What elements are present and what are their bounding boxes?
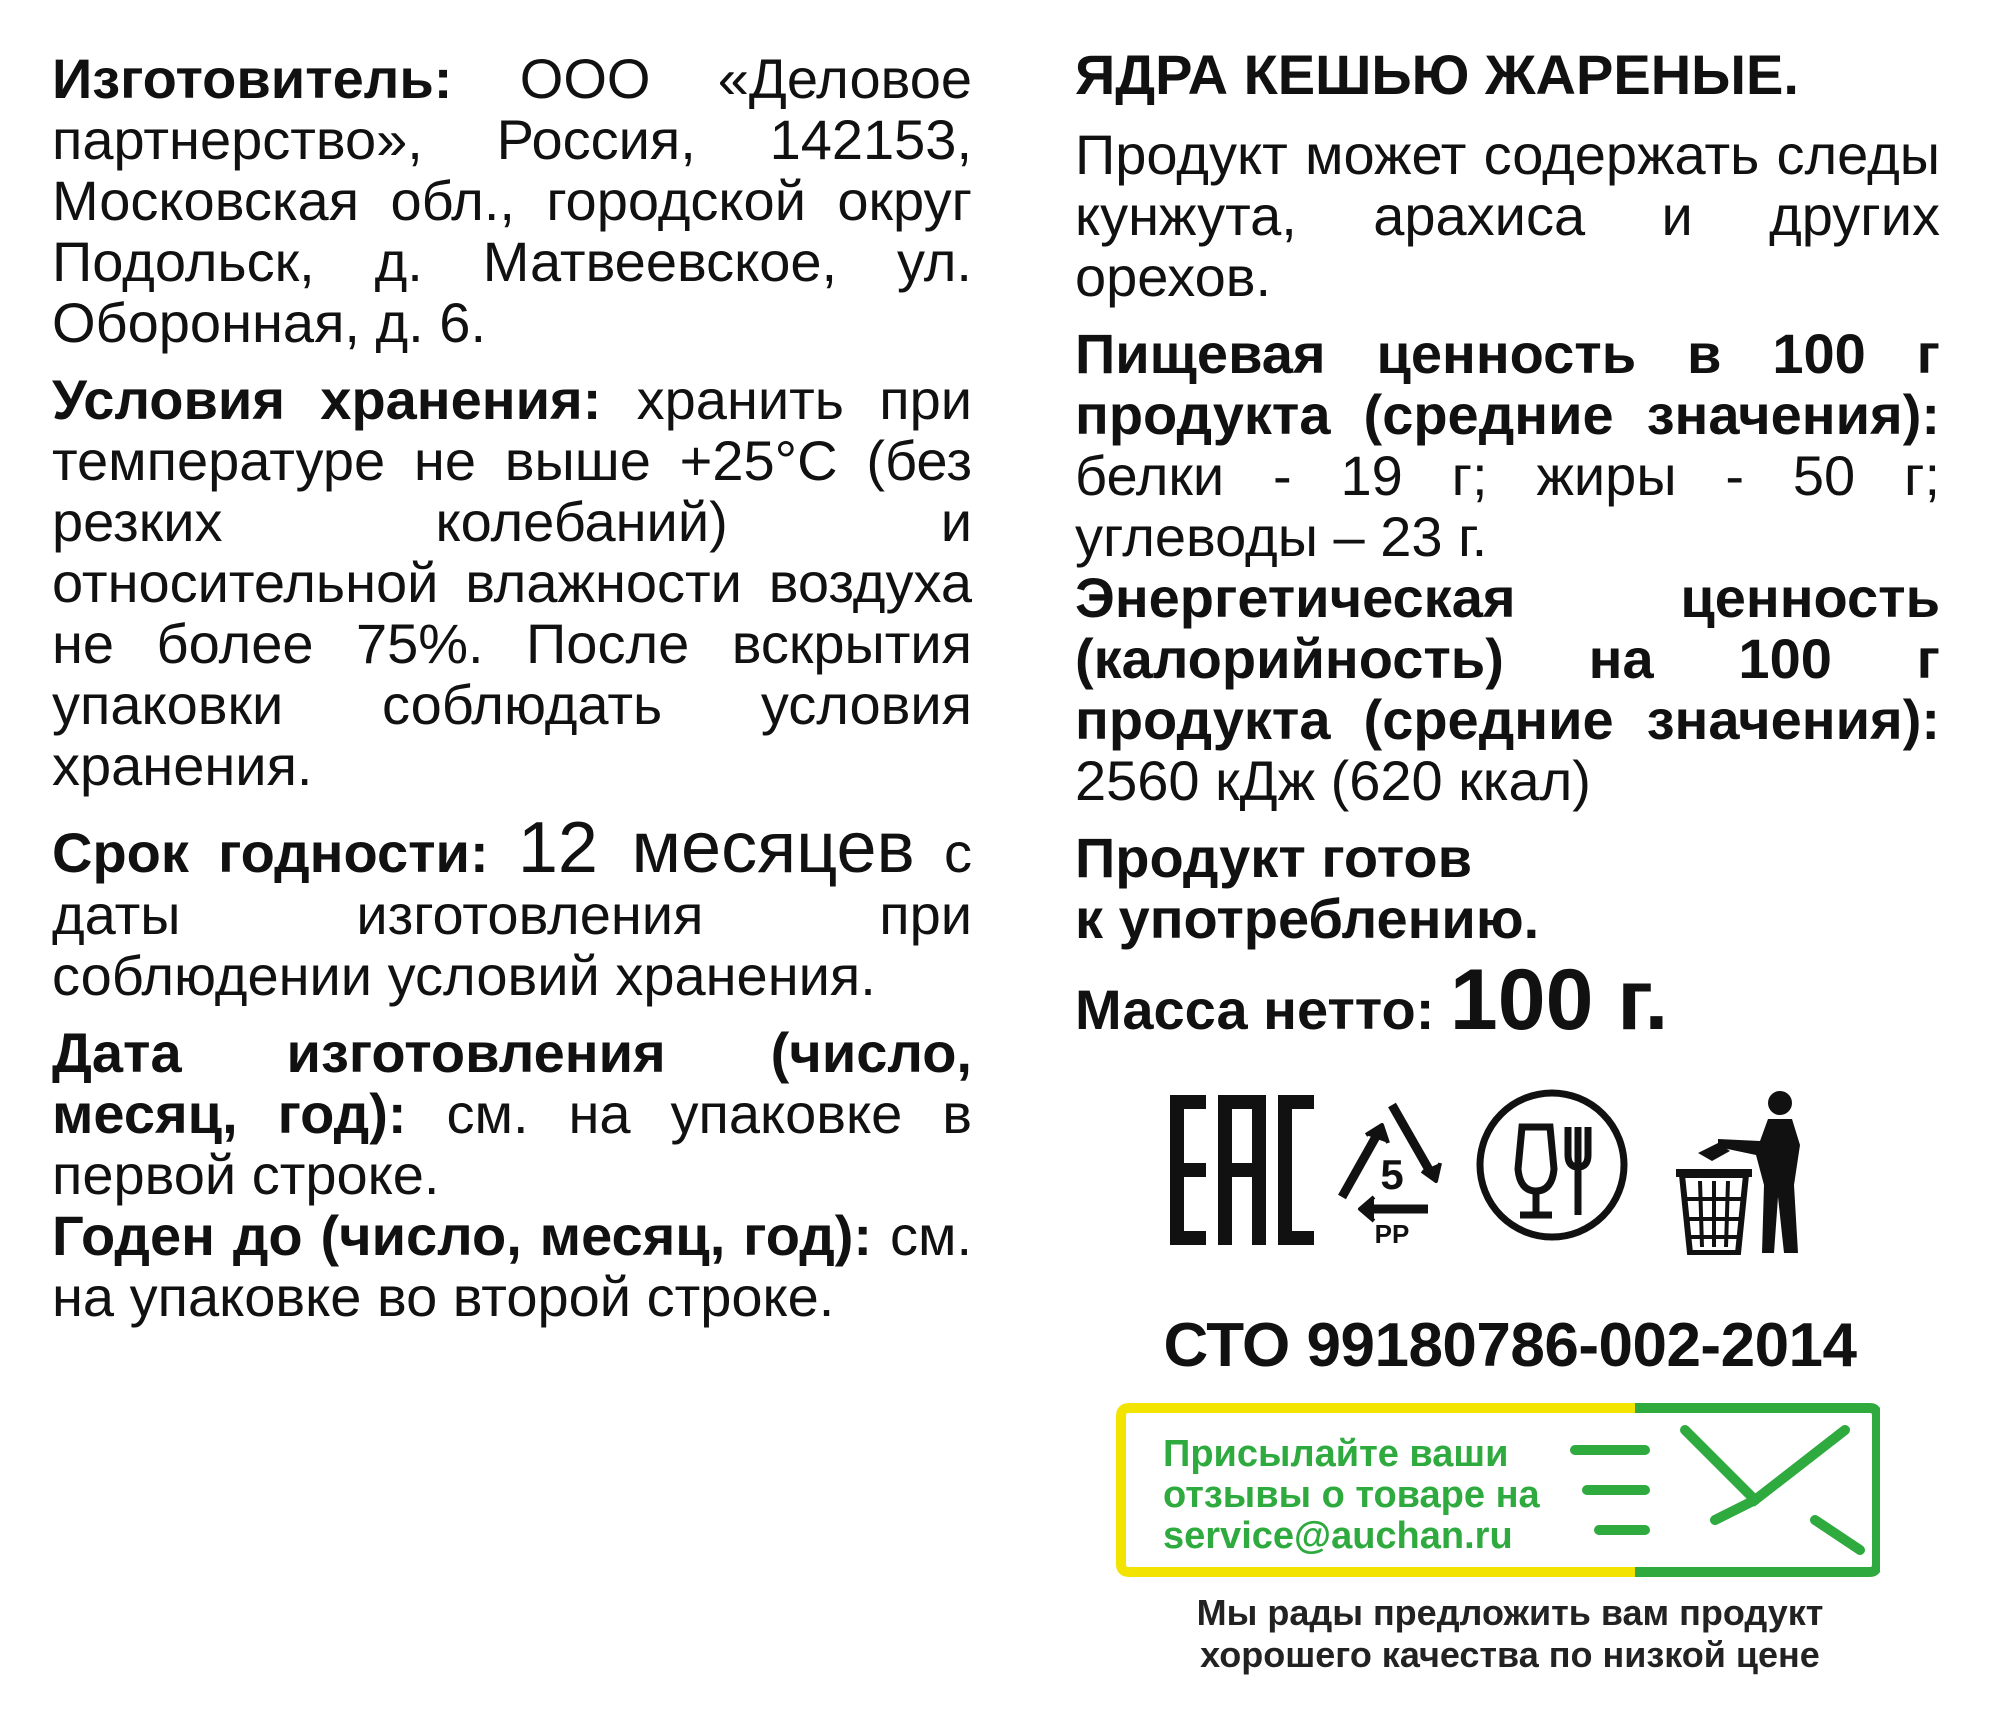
energy-block xyxy=(1075,567,1940,811)
right-column xyxy=(1075,40,1940,1048)
manufacture-date-text: см. на упаковке в первой строке. xyxy=(52,1082,972,1206)
feedback-email[interactable]: service@auchan.ru xyxy=(1163,1515,1513,1557)
manufacturer-block xyxy=(52,48,972,353)
net-weight-value: 100 г. xyxy=(1449,952,1669,1048)
allergen-warning: Продукт может содержать следы кунжута, арахиса и других орехов. xyxy=(1075,123,1940,308)
net-weight-block xyxy=(1075,952,1940,1048)
recycle-code: PP xyxy=(1374,1219,1410,1249)
feedback-text xyxy=(1163,1434,1593,1557)
shelf-life-text: с даты изготовления при соблюдении условий хранения. xyxy=(52,821,973,1007)
mail-icon xyxy=(1575,1430,1860,1550)
best-before-text: см. на упаковке во второй строке. xyxy=(52,1204,972,1328)
food-contact-icon xyxy=(1480,1093,1624,1237)
ready-line-1: Продукт готов xyxy=(1075,826,1473,889)
certification-icons xyxy=(1170,1085,1810,1255)
nutrition-block xyxy=(1075,323,1940,567)
standard-code: СТО 99180786-002-2014 xyxy=(1163,1311,1857,1380)
nutrition-text: белки - 19 г; жиры - 50 г; углеводы – 23 г. xyxy=(1075,444,1940,568)
slogan-line-2: хорошего качества по низкой цене xyxy=(1200,1634,1820,1675)
recycle-number: 5 xyxy=(1380,1151,1404,1198)
manufacturer-label: Изготовитель: xyxy=(52,47,453,110)
manufacture-date-block xyxy=(52,1022,972,1205)
shelf-life-block xyxy=(52,808,973,1007)
ready-to-eat-block xyxy=(1075,827,1940,949)
feedback-line-2: отзывы о товаре на xyxy=(1163,1474,1540,1516)
feedback-line-1: Присылайте ваши xyxy=(1163,1433,1509,1475)
eac-mark-icon xyxy=(1170,1095,1314,1245)
storage-label: Условия хранения: xyxy=(52,368,602,431)
tidyman-icon xyxy=(1676,1091,1800,1253)
product-title: ЯДРА КЕШЬЮ ЖАРЕНЫЕ. xyxy=(1075,43,1799,106)
energy-label: Энергетическая ценность (калорийность) на 100 г продукта (средние значения): xyxy=(1075,566,1940,751)
energy-text: 2560 кДж (620 ккал) xyxy=(1075,749,1591,812)
manufacture-date-label: Дата изготовления (число, месяц, год): xyxy=(52,1021,972,1145)
shelf-life-label: Срок годности: xyxy=(52,821,489,884)
best-before-block xyxy=(52,1205,972,1327)
slogan-line-1: Мы рады предложить вам продукт xyxy=(1196,1592,1824,1633)
feedback-box xyxy=(1115,1400,1880,1580)
storage-text: хранить при температуре не выше +25°C (без резких колебаний) и относительной влажности воздуха не более 75%. После вскрытия упаковки соблюдать условия хранения. xyxy=(52,368,973,797)
best-before-label: Годен до (число, месяц, год): xyxy=(52,1204,873,1267)
ready-line-2: к употреблению. xyxy=(1075,887,1540,950)
left-column xyxy=(52,48,972,1327)
nutrition-label: Пищевая ценность в 100 г продукта (средние значения): xyxy=(1075,322,1940,446)
storage-block xyxy=(52,369,972,796)
recycle-5-pp-icon xyxy=(1342,1105,1440,1249)
slogan xyxy=(1070,1592,1950,1676)
net-weight-label: Масса нетто: xyxy=(1075,978,1435,1041)
shelf-life-value: 12 месяцев xyxy=(517,808,915,888)
manufacturer-text: ООО «Деловое партнерство», Россия, 142153, Московская обл., городской округ Подольск, д. Матвеевское, ул. Оборонная, д. 6. xyxy=(52,47,972,354)
